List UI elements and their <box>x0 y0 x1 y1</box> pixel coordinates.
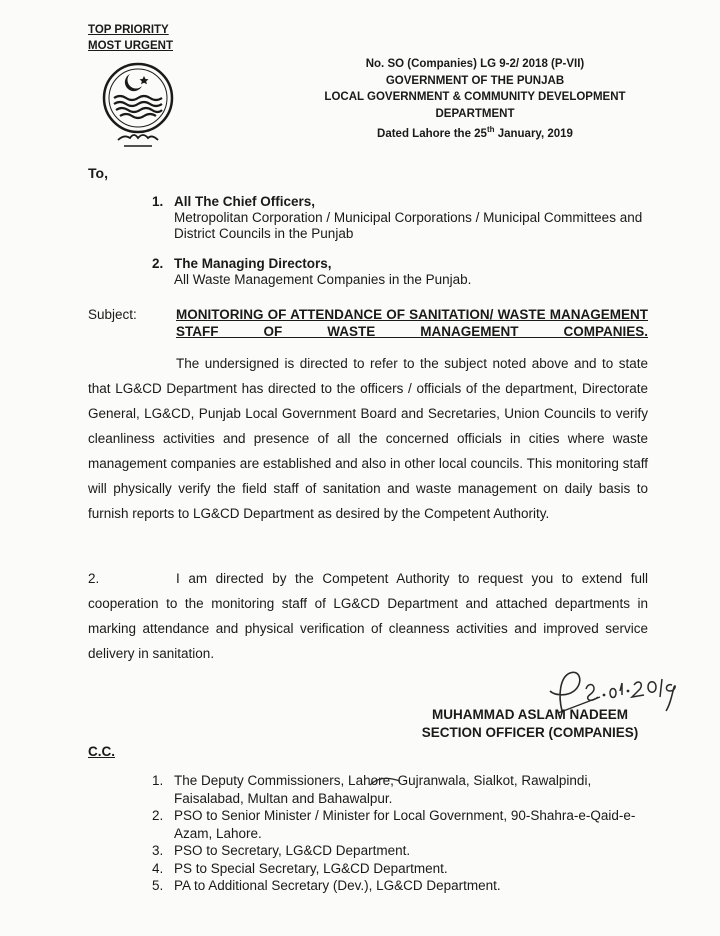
recipient-head: The Managing Directors, <box>174 256 332 271</box>
cc-item: 1. The Deputy Commissioners, Lahore, Gujranwala, Sialkot, Rawalpindi, Faisalabad, Multan and Bahawalpur. <box>152 773 592 806</box>
signatory-title: SECTION OFFICER (COMPANIES) <box>421 725 639 740</box>
paragraph-2-text: I am directed by the Competent Authority to request you to extend full cooperation to the monitoring staff of LG&CD Department and attached departments in marking attendance and physical verification of cleanness activities and improved service delivery in sanitation. <box>88 571 648 661</box>
paragraph-1: The undersigned is directed to refer to the subject noted above and to state that LG&CD Department has directed to the officers / officials of the department, Directorate General, LG&CD, Punjab Local Government Board and Secretaries, Union Councils to verify cleanliness activities and presence of all the concerned officials in cities where waste management companies are established and also in other local councils. This monitoring staff will physically verify the field staff of sanitation and waste management on daily basis to furnish reports to LG&CD Department as desired by the Competent Authority. <box>88 356 648 521</box>
cc-item: 2. PSO to Senior Minister / Minister for Local Government, 90-Shahra-e-Qaid-e-Azam, Lahore. <box>152 808 636 841</box>
cc-list <box>152 772 642 895</box>
top-priority-label: TOP PRIORITY <box>88 24 169 36</box>
recipient-list <box>152 194 672 302</box>
recipient-item: 1. All The Chief Officers, Metropolitan Corporation / Municipal Corporations / Municipal Committees and District Councils in the Punjab <box>152 194 672 242</box>
recipient-body: All Waste Management Companies in the Punjab. <box>174 272 472 287</box>
to-label: To, <box>88 165 108 181</box>
signatory-name: MUHAMMAD ASLAM NADEEM <box>432 707 628 722</box>
government-name: GOVERNMENT OF THE PUNJAB <box>385 74 565 87</box>
recipient-body: Metropolitan Corporation / Municipal Corporations / Municipal Committees and District Councils in the Punjab <box>174 210 643 241</box>
signatory-block <box>400 706 660 742</box>
dated-line: Dated Lahore the 25th January, 2019 <box>377 125 573 140</box>
recipient-item: 2. The Managing Directors, All Waste Management Companies in the Punjab. <box>152 256 672 288</box>
government-of-punjab-emblem-icon <box>100 60 176 150</box>
subject-label: Subject: <box>88 307 137 322</box>
cc-item: 4. PS to Special Secretary, LG&CD Department. <box>152 860 448 876</box>
reference-number: No. SO (Companies) LG 9-2/ 2018 (P-VII) <box>365 58 585 70</box>
paragraph-number: 2. <box>88 571 100 586</box>
subject-text: MONITORING OF ATTENDANCE OF SANITATION/ WASTE MANAGEMENT STAFF OF WASTE MANAGEMENT COMPANIES. <box>176 307 648 339</box>
letter-header <box>300 56 650 142</box>
priority-markers <box>88 22 173 54</box>
pen-strike-mark-icon <box>368 775 402 789</box>
recipient-head: All The Chief Officers, <box>174 194 316 209</box>
most-urgent-label: MOST URGENT <box>88 40 173 52</box>
department-name-line1: LOCAL GOVERNMENT & COMMUNITY DEVELOPMENT <box>324 91 626 103</box>
paragraph-2 <box>88 566 648 666</box>
cc-item: 3. PSO to Secretary, LG&CD Department. <box>152 843 411 858</box>
cc-label: C.C. <box>88 744 115 759</box>
cc-item: 5. PA to Additional Secretary (Dev.), LG&CD Department. <box>152 878 501 893</box>
department-name-line2: DEPARTMENT <box>435 107 515 120</box>
